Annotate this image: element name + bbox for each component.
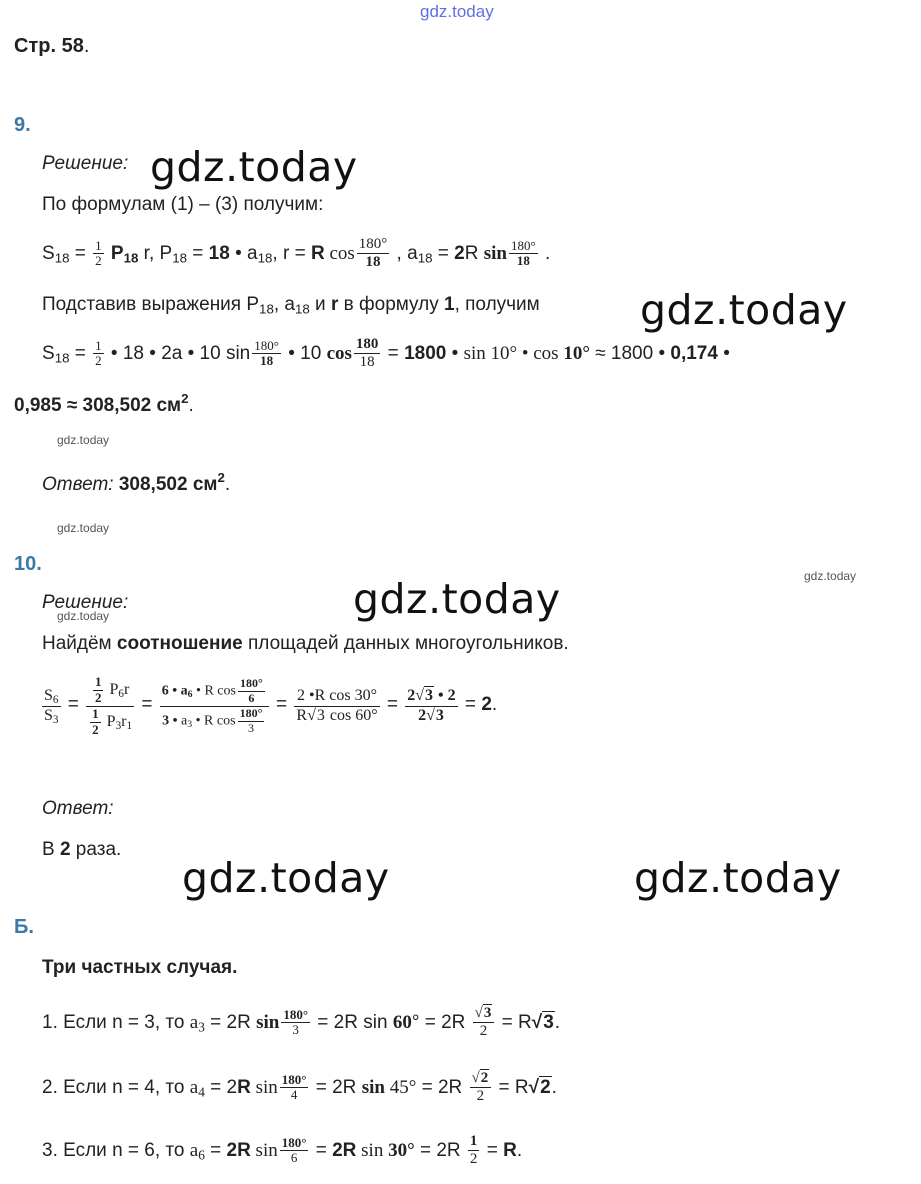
- task9-formula-1: $S_{18}$ = $\frac{1}{2}$ $P_{18}$ r, $P_{18} = 18$ • $a_{18}$, r = R cos $\frac{180^\circ}{18}$ , $a_{18} = 2R$ sin $\frac{180^\circ}{18}$ .: [42, 236, 551, 271]
- task9-answer: Ответ: 308,502 $см^2$.: [42, 470, 231, 495]
- watermark-small: gdz.today: [57, 609, 110, 623]
- watermark-small: gdz.today: [57, 433, 110, 447]
- task9-result-line: 0,985 ≈ 308,502 $см^2$.: [14, 391, 194, 416]
- task10-answer: В 2 раза.: [42, 839, 122, 860]
- watermark: gdz.today: [640, 286, 848, 334]
- page-label: Стр. 58.: [14, 35, 90, 57]
- case-row: 2. Если n = 4, то $a_4 = 2R$ sin $\frac{180^\circ}{4}$ = 2R sin 45° = 2R $\frac{√2}{2}$ = R√2.: [42, 1070, 557, 1105]
- task10-intro: Найдём соотношение площадей данных многоугольников.: [42, 633, 569, 654]
- section-label: Б.: [14, 916, 34, 938]
- answer-label: Ответ:: [42, 474, 114, 495]
- watermark-top: gdz.today: [420, 2, 494, 21]
- task9-intro: По формулам (1) – (3) получим:: [42, 194, 324, 215]
- answer-label: Ответ:: [42, 798, 114, 819]
- watermark-small: gdz.today: [804, 569, 857, 583]
- task10-formula: $\frac{S_6}{S_3}$ = $\frac{1}{2}$ $P_6r$ $\frac{1}{2}$ $P_3r_1$ = 6 • $a_6$ • R cos $\frac{180^\circ}{6}$ 3 • $a_3$ • R cos $\frac{180^\circ}{3}$ = $\frac{\text{2 •R cos 30°}}{R√3 \cos 60^\circ}$ = $\frac{2√3 • 2}{2√3}$ = 2.: [44, 673, 498, 737]
- watermark: gdz.today: [353, 575, 561, 623]
- case-row: 3. Если n = 6, то $a_6 = 2R$ sin $\frac{180^\circ}{6}$ = 2R sin 30° = 2R $\frac{1}{2}$ = R.: [42, 1133, 523, 1168]
- watermark: gdz.today: [182, 854, 390, 902]
- watermark-small: gdz.today: [57, 521, 110, 535]
- watermark: gdz.today: [634, 854, 842, 902]
- task-number: 9.: [14, 114, 31, 136]
- watermark: gdz.today: [150, 143, 358, 191]
- case-row: 1. Если n = 3, то $a_3 = 2R$ sin $\frac{180^\circ}{3}$ = 2R sin 60° = 2R $\frac{√3}{2}$ = R√3.: [42, 1005, 561, 1040]
- solution-label: Решение:: [42, 592, 129, 613]
- task-number: 10.: [14, 553, 42, 575]
- task9-substitution: Подставив выражения $P_{18}$, $a_{18}$ и r в формулу 1, получим: [42, 294, 540, 317]
- solution-label: Решение:: [42, 153, 129, 174]
- task9-formula-2: $S_{18}$ = $\frac{1}{2}$ • 18 • 2a • 10 sin $\frac{180^\circ}{18}$ • 10 cos $\frac{180}{18}$ = 1800 • sin 10° • cos 10° ≈ 1800 • 0,174 •: [42, 336, 730, 371]
- section-heading: Три частных случая.: [42, 957, 238, 978]
